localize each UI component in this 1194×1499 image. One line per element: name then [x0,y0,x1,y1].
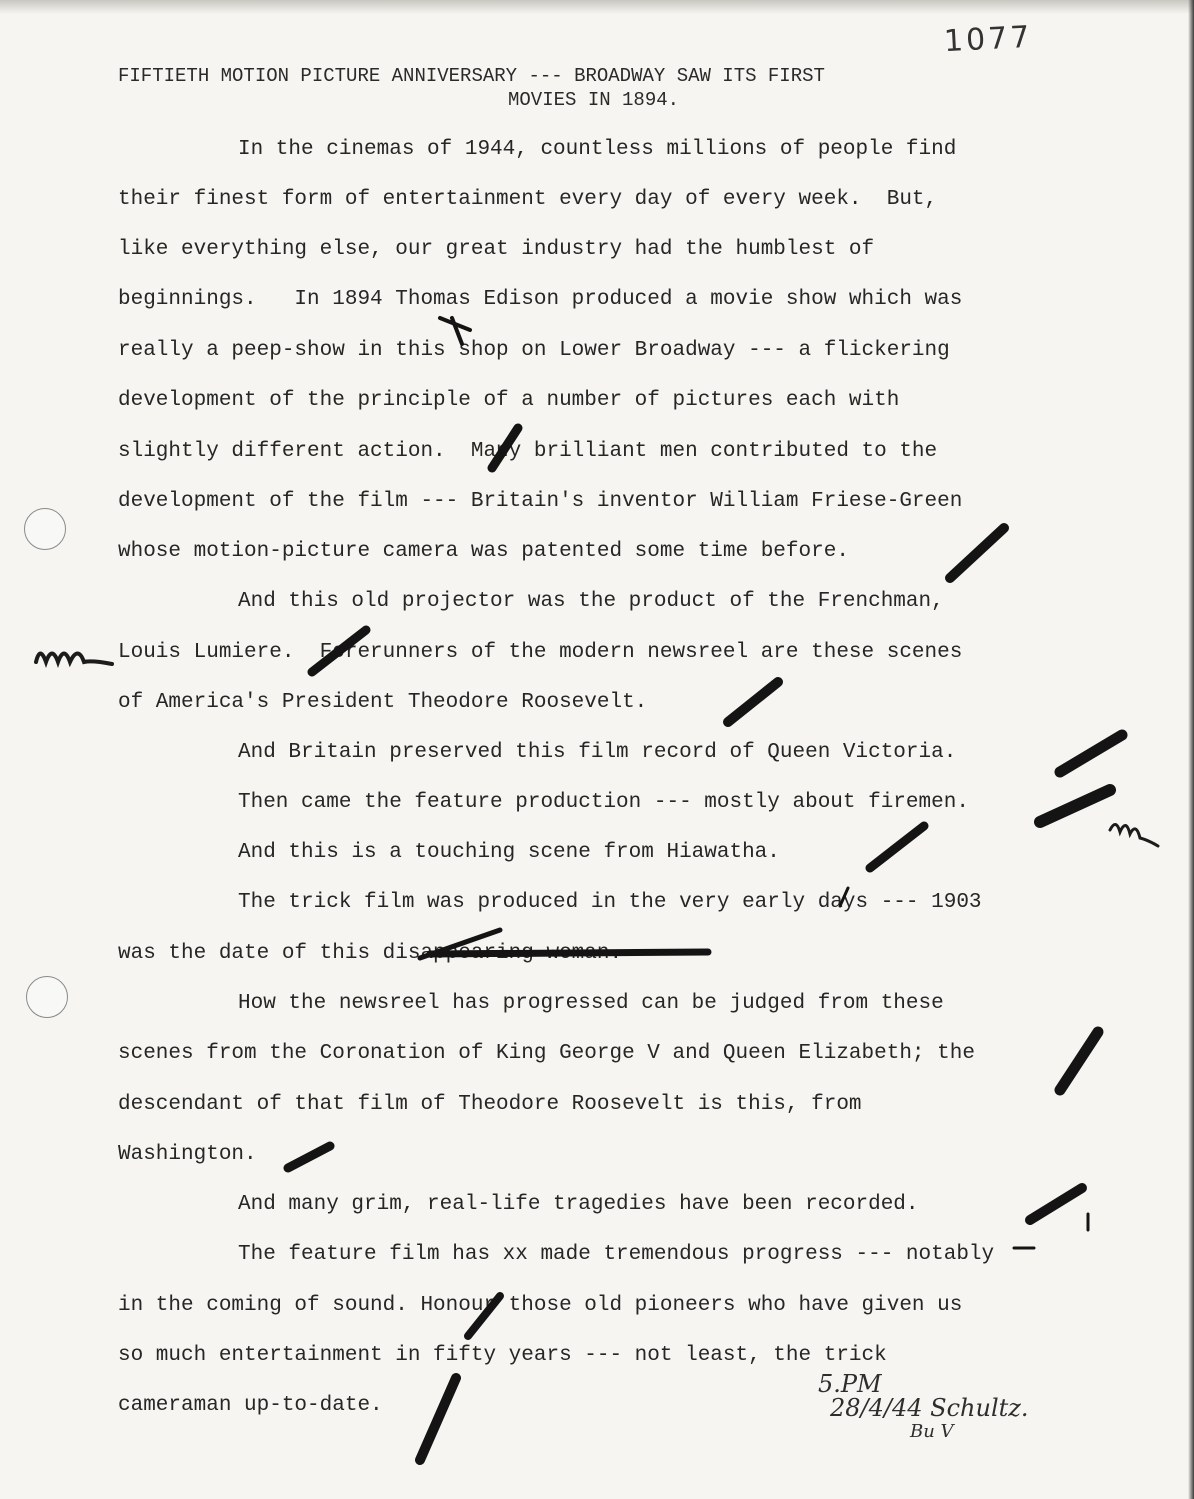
body-line: of America's President Theodore Roosevelt. [118,691,648,714]
body-line: in the coming of sound. Honour those old pioneers who have given us [118,1294,963,1317]
body-line: And this is a touching scene from Hiawatha. [238,841,780,864]
cut-mark [420,1378,456,1460]
body-line: their finest form of entertainment every day of every week. But, [118,188,938,211]
cut-mark [1030,1188,1082,1220]
strike-through [430,952,708,954]
body-line: The feature film has xx made tremendous progress --- notably [238,1243,995,1266]
body-line: In the cinemas of 1944, countless millions of people find [238,138,957,161]
body-line: How the newsreel has progressed can be judged from these [238,992,944,1015]
cut-mark [492,428,518,468]
body-line: And many grim, real-life tragedies have been recorded. [238,1193,919,1216]
body-line: And Britain preserved this film record of Queen Victoria. [238,741,957,764]
body-line: cameraman up-to-date. [118,1394,383,1417]
body-line: development of the principle of a number of pictures each with [118,389,900,412]
cut-mark [950,528,1004,578]
body-line: so much entertainment in fifty years --- not least, the trick [118,1344,887,1367]
left-initials-mark [36,654,112,665]
cut-mark [840,888,848,906]
body-line: The trick film was produced in the very early days --- 1903 [238,891,982,914]
cut-mark [870,826,924,868]
cut-mark [1060,1032,1098,1090]
cut-mark [288,1146,330,1168]
body-line: really a peep-show in this shop on Lower Broadway --- a flickering [118,339,950,362]
body-line: like everything else, our great industry had the humblest of [118,238,875,261]
cut-mark [1040,790,1110,822]
body-line: scenes from the Coronation of King George V and Queen Elizabeth; the [118,1042,975,1065]
body-line: beginnings. In 1894 Thomas Edison produced a movie show which was [118,288,963,311]
body-line: descendant of that film of Theodore Roosevelt is this, from [118,1093,862,1116]
body-line: And this old projector was the product of the Frenchman, [238,590,944,613]
body-line: whose motion-picture camera was patented some time before. [118,540,849,563]
handwritten-initials: Bu V [910,1421,954,1442]
cut-mark [1060,735,1122,772]
cut-mark [312,630,366,672]
body-line: slightly different action. Many brilliant men contributed to the [118,440,938,463]
body-line: was the date of this disappearing woman. [118,942,623,965]
body-line: Washington. [118,1143,257,1166]
body-line: development of the film --- Britain's inventor William Friese-Green [118,490,963,513]
cut-mark [468,1296,500,1336]
handwritten-date-signature: 28/4/44 Schultz. [830,1394,1029,1422]
title-line-1: FIFTIETH MOTION PICTURE ANNIVERSARY --- BROADWAY SAW ITS FIRST [118,65,825,87]
handwritten-time: 5.PM [818,1370,882,1398]
body-line: Then came the feature production --- mostly about firemen. [238,791,969,814]
handwritten-signature-note [818,1372,1029,1444]
right-initials-mark [1110,824,1158,846]
title-line-2: MOVIES IN 1894. [508,89,680,111]
body-line: Louis Lumiere. Forerunners of the modern newsreel are these scenes [118,641,963,664]
cut-mark [728,682,778,722]
reference-number: 1077 [943,19,1034,60]
